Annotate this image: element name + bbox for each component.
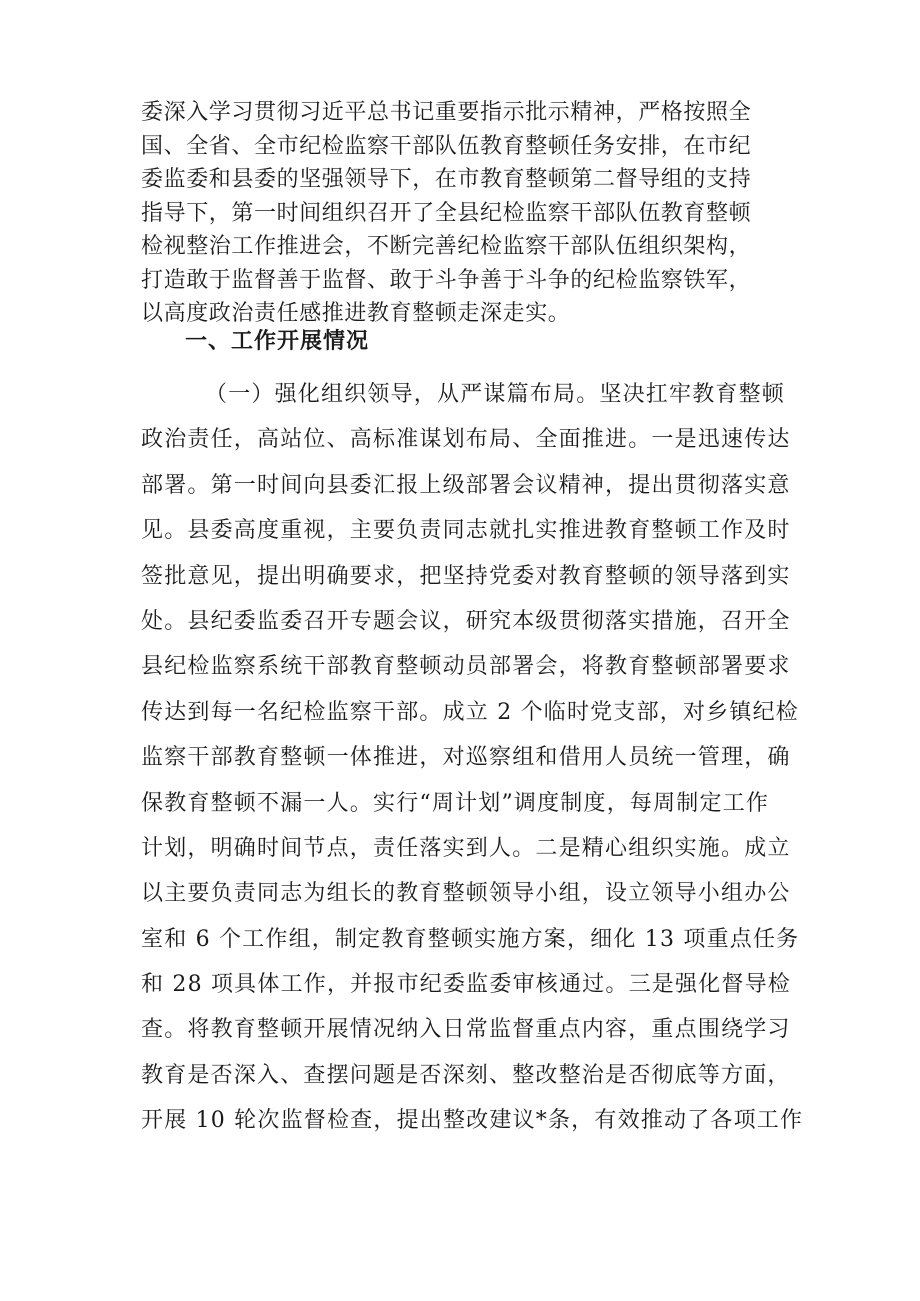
body-line: 以主要负责同志为组长的教育整顿领导小组，设立领导小组办公 xyxy=(141,881,791,907)
body-line: 传达到每一名纪检监察干部。成立 2 个临时党支部，对乡镇纪检 xyxy=(141,699,799,725)
body-line: 计划，明确时间节点，责任落实到人。二是精心组织实施。成立 xyxy=(141,835,791,861)
body-line: 监察干部教育整顿一体推进，对巡察组和借用人员统一管理，确 xyxy=(141,745,791,771)
intro-line: 国、全省、全市纪检监察干部队伍教育整顿任务安排，在市纪 xyxy=(141,133,752,159)
body-line: 查。将教育整顿开展情况纳入日常监督重点内容，重点围绕学习 xyxy=(141,1017,791,1043)
intro-line: 委深入学习贯彻习近平总书记重要指示批示精神，严格按照全 xyxy=(141,100,752,125)
body-line: 政治责任，高站位、高标准谋划布局、全面推进。一是迅速传达 xyxy=(141,427,791,453)
body-line: 和 28 项具体工作，并报市纪委监委审核通过。三是强化督导检 xyxy=(141,972,791,998)
body-line: 开展 10 轮次监督检查，提出整改建议*条，有效推动了各项工作 xyxy=(141,1108,804,1134)
intro-line: 检视整治工作推进会，不断完善纪检监察干部队伍组织架构， xyxy=(141,234,752,259)
body-line: 县纪检监察系统干部教育整顿动员部署会，将教育整顿部署要求 xyxy=(141,654,791,680)
body-line: （一）强化组织领导，从严谋篇布局。坚决扛牢教育整顿 xyxy=(205,382,786,407)
body-paragraph xyxy=(141,372,811,1144)
body-line: 处。县纪委监委召开专题会议，研究本级贯彻落实措施，召开全 xyxy=(141,608,791,634)
intro-line: 指导下，第一时间组织召开了全县纪检监察干部队伍教育整顿 xyxy=(141,200,752,226)
intro-paragraph xyxy=(141,96,801,331)
body-line: 保教育整顿不漏一人。实行“周计划”调度制度，每周制定工作 xyxy=(141,790,770,816)
body-line: 签批意见，提出明确要求，把坚持党委对教育整顿的领导落到实 xyxy=(141,563,791,589)
body-line: 见。县委高度重视，主要负责同志就扎实推进教育整顿工作及时 xyxy=(141,518,791,544)
body-line: 教育是否深入、查摆问题是否深刻、整改整治是否彻底等方面， xyxy=(141,1062,791,1088)
body-line: 室和 6 个工作组，制定教育整顿实施方案，细化 13 项重点任务 xyxy=(141,926,800,952)
intro-line: 委监委和县委的坚强领导下，在市教育整顿第二督导组的支持 xyxy=(141,167,752,192)
body-line: 部署。第一时间向县委汇报上级部署会议精神，提出贯彻落实意 xyxy=(141,472,791,498)
intro-line: 以高度政治责任感推进教育整顿走深走实。 xyxy=(141,301,571,326)
intro-line: 打造敢于监督善于监督、敢于斗争善于斗争的纪检监察铁军， xyxy=(141,267,752,293)
section-heading: 一、工作开展情况 xyxy=(185,329,370,354)
